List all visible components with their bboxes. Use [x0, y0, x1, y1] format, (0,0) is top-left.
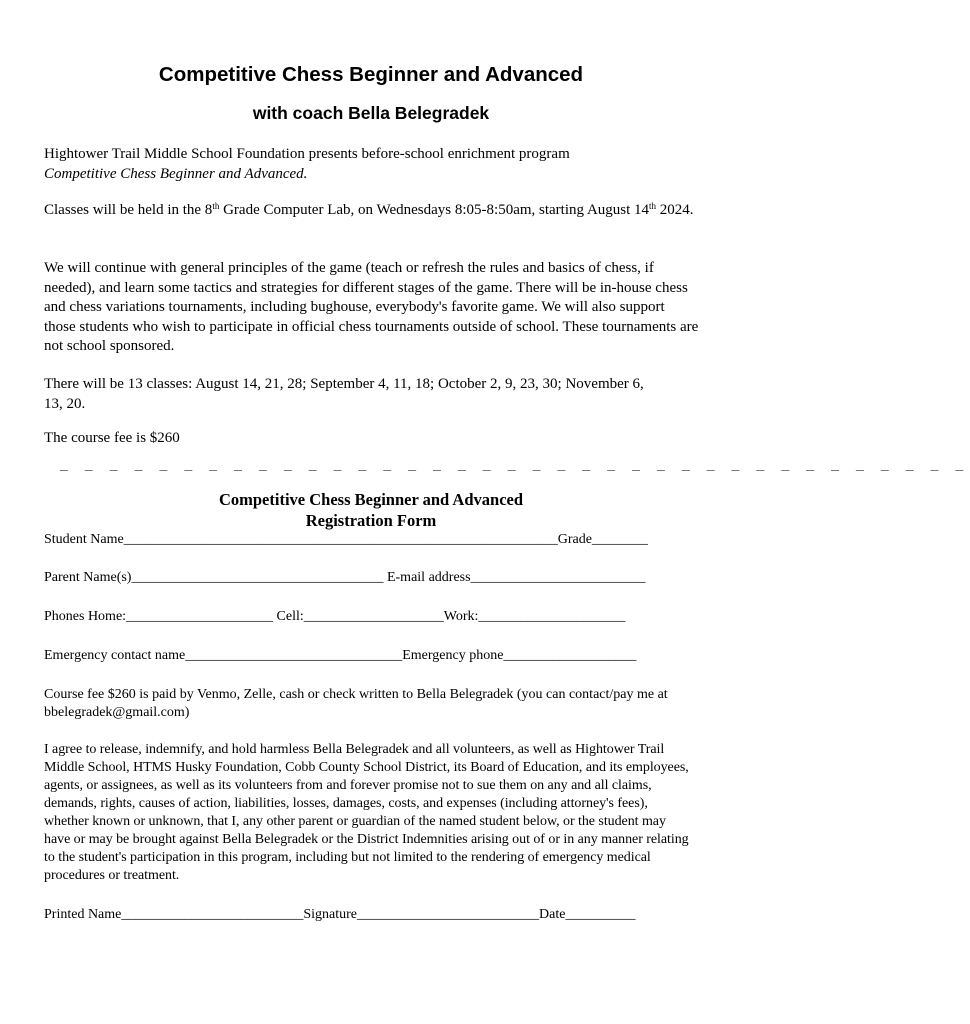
waiver-paragraph: I agree to release, indemnify, and hold harmless Bella Belegradek and all volunteers, as well as Hightower Trail Middle School, HTMS Husky Foundation, Cobb County School District, its Board of Education, and its employees, agents, or assignees, as well as its volunteers from and forever promise not to sue them on any and all claims, demands, rights, causes of action, liabilities, losses, damages, costs, and expenses (including attorney's fees), whether known or unknown, that I, any other parent or guardian of the named student below, or the student may have or may be brought against Bella Belegradek or the District Indemnities arising out of or in any manner relating to the student's participation in this program, including but not limited to the rendering of emergency medical procedures or treatment. — [44, 742, 689, 883]
program-name: Competitive Chess Beginner and Advanced. — [44, 165, 308, 182]
intro-line: Hightower Trail Middle School Foundation presents before-school enrichment program — [44, 146, 570, 162]
emergency-contact-field[interactable]: Emergency contact name_______________________________Emergency phone___________________ — [44, 648, 637, 663]
classes-paragraph: There will be 13 classes: August 14, 21, 28; September 4, 11, 18; October 2, 9, 23, 30; November 6, 13, 20. — [44, 376, 644, 412]
intro-paragraph — [44, 145, 704, 184]
payment-paragraph: Course fee $260 is paid by Venmo, Zelle, cash or check written to Bella Belegradek (you can contact/pay me at bbelegradek@gmail.com) — [44, 687, 668, 720]
student-name-field[interactable]: Student Name______________________________________________________________Grade________ — [44, 532, 648, 547]
schedule-text-1: Classes will be held in the 8 — [44, 202, 213, 218]
cut-line-separator: _ _ _ _ _ _ _ _ _ _ _ _ _ _ _ _ _ _ _ _ _ _ _ _ _ _ _ _ _ _ _ _ _ _ _ _ _ — [60, 456, 970, 472]
form-subtitle: Registration Form — [305, 511, 437, 530]
parent-name-field[interactable]: Parent Name(s)____________________________________ E-mail address_________________________ — [44, 570, 646, 585]
signature-field[interactable]: Printed Name__________________________Signature__________________________Date__________ — [44, 907, 636, 922]
schedule-text-3: 2024. — [656, 202, 694, 218]
page-subtitle: with coach Bella Belegradek — [252, 103, 490, 123]
page-title: Competitive Chess Beginner and Advanced — [158, 63, 584, 86]
schedule-text-2: Grade Computer Lab, on Wednesdays 8:05-8:50am, starting August 14 — [219, 202, 650, 218]
fee-paragraph: The course fee is $260 — [44, 430, 180, 446]
ordinal-suffix: th — [212, 201, 220, 211]
form-title: Competitive Chess Beginner and Advanced — [218, 490, 524, 509]
phones-field[interactable]: Phones Home:_____________________ Cell:____________________Work:_____________________ — [44, 609, 626, 624]
description-paragraph: We will continue with general principles of the game (teach or refresh the rules and basics of chess, if needed), and learn some tactics and strategies for different stages of the game. There will be in-house chess and chess variations tournaments, including bughouse, everybody's favorite game. We will also support those students who wish to participate in official chess tournaments outside of school. These tournaments are not school sponsored. — [44, 260, 699, 354]
ordinal-suffix: th — [649, 201, 657, 211]
schedule-paragraph — [44, 201, 699, 221]
